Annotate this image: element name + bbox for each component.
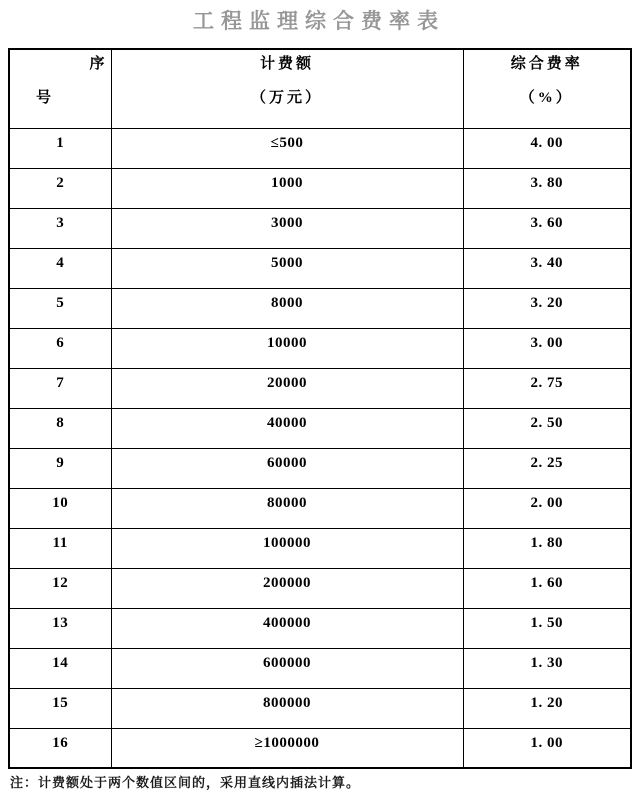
header-amount-label: 计费额 xyxy=(259,56,314,72)
table-row xyxy=(9,248,631,288)
amount-cell: 200000 xyxy=(111,568,463,608)
header-rate-label: 综合费率 xyxy=(510,56,583,72)
table-row xyxy=(9,448,631,488)
amount-cell: 8000 xyxy=(111,288,463,328)
amount-cell: 3000 xyxy=(111,208,463,248)
table-row xyxy=(9,168,631,208)
header-amount-unit: （万元） xyxy=(250,90,323,106)
table-row xyxy=(9,568,631,608)
rate-cell: 1. 50 xyxy=(463,608,631,648)
table-row xyxy=(9,608,631,648)
rate-cell: 1. 00 xyxy=(463,728,631,768)
seq-cell: 10 xyxy=(9,488,111,528)
seq-cell: 8 xyxy=(9,408,111,448)
rate-cell: 2. 00 xyxy=(463,488,631,528)
seq-cell: 6 xyxy=(9,328,111,368)
seq-cell: 2 xyxy=(9,168,111,208)
rate-cell: 2. 75 xyxy=(463,368,631,408)
rate-cell: 1. 60 xyxy=(463,568,631,608)
amount-cell: 400000 xyxy=(111,608,463,648)
table-row xyxy=(9,688,631,728)
rate-cell: 3. 20 xyxy=(463,288,631,328)
table-row xyxy=(9,208,631,248)
header-rate-unit: （%） xyxy=(519,90,574,106)
amount-cell: 80000 xyxy=(111,488,463,528)
header-seq-cell xyxy=(9,49,111,128)
seq-cell: 5 xyxy=(9,288,111,328)
table-row xyxy=(9,128,631,168)
seq-cell: 11 xyxy=(9,528,111,568)
rate-table xyxy=(8,48,632,769)
amount-cell: ≤500 xyxy=(111,128,463,168)
amount-cell: 600000 xyxy=(111,648,463,688)
rate-cell: 1. 80 xyxy=(463,528,631,568)
header-amount-cell xyxy=(111,49,463,128)
header-seq-line1: 序 xyxy=(89,56,108,72)
amount-cell: 5000 xyxy=(111,248,463,288)
rate-cell: 4. 00 xyxy=(463,128,631,168)
header-rate-cell xyxy=(463,49,631,128)
rate-cell: 1. 20 xyxy=(463,688,631,728)
rate-cell: 3. 00 xyxy=(463,328,631,368)
rate-cell: 2. 25 xyxy=(463,448,631,488)
header-seq-line2: 号 xyxy=(36,90,55,106)
rate-cell: 3. 60 xyxy=(463,208,631,248)
table-row xyxy=(9,408,631,448)
seq-cell: 15 xyxy=(9,688,111,728)
rate-cell: 2. 50 xyxy=(463,408,631,448)
amount-cell: 20000 xyxy=(111,368,463,408)
rate-cell: 3. 40 xyxy=(463,248,631,288)
table-body xyxy=(9,128,631,768)
table-row xyxy=(9,528,631,568)
footnote-text: 注：计费额处于两个数值区间的，采用直线内插法计算。 xyxy=(10,775,361,790)
amount-cell: 1000 xyxy=(111,168,463,208)
amount-cell: 100000 xyxy=(111,528,463,568)
seq-cell: 7 xyxy=(9,368,111,408)
table-row xyxy=(9,648,631,688)
seq-cell: 1 xyxy=(9,128,111,168)
amount-cell: 10000 xyxy=(111,328,463,368)
seq-cell: 13 xyxy=(9,608,111,648)
table-row xyxy=(9,488,631,528)
page-title: 工程监理综合费率表 xyxy=(193,9,445,33)
table-row xyxy=(9,728,631,768)
amount-cell: ≥1000000 xyxy=(111,728,463,768)
amount-cell: 60000 xyxy=(111,448,463,488)
seq-cell: 9 xyxy=(9,448,111,488)
seq-cell: 4 xyxy=(9,248,111,288)
rate-cell: 3. 80 xyxy=(463,168,631,208)
table-row xyxy=(9,328,631,368)
seq-cell: 14 xyxy=(9,648,111,688)
rate-cell: 1. 30 xyxy=(463,648,631,688)
table-row xyxy=(9,368,631,408)
seq-cell: 12 xyxy=(9,568,111,608)
amount-cell: 40000 xyxy=(111,408,463,448)
seq-cell: 3 xyxy=(9,208,111,248)
seq-cell: 16 xyxy=(9,728,111,768)
amount-cell: 800000 xyxy=(111,688,463,728)
table-header-row xyxy=(9,49,631,128)
table-row xyxy=(9,288,631,328)
